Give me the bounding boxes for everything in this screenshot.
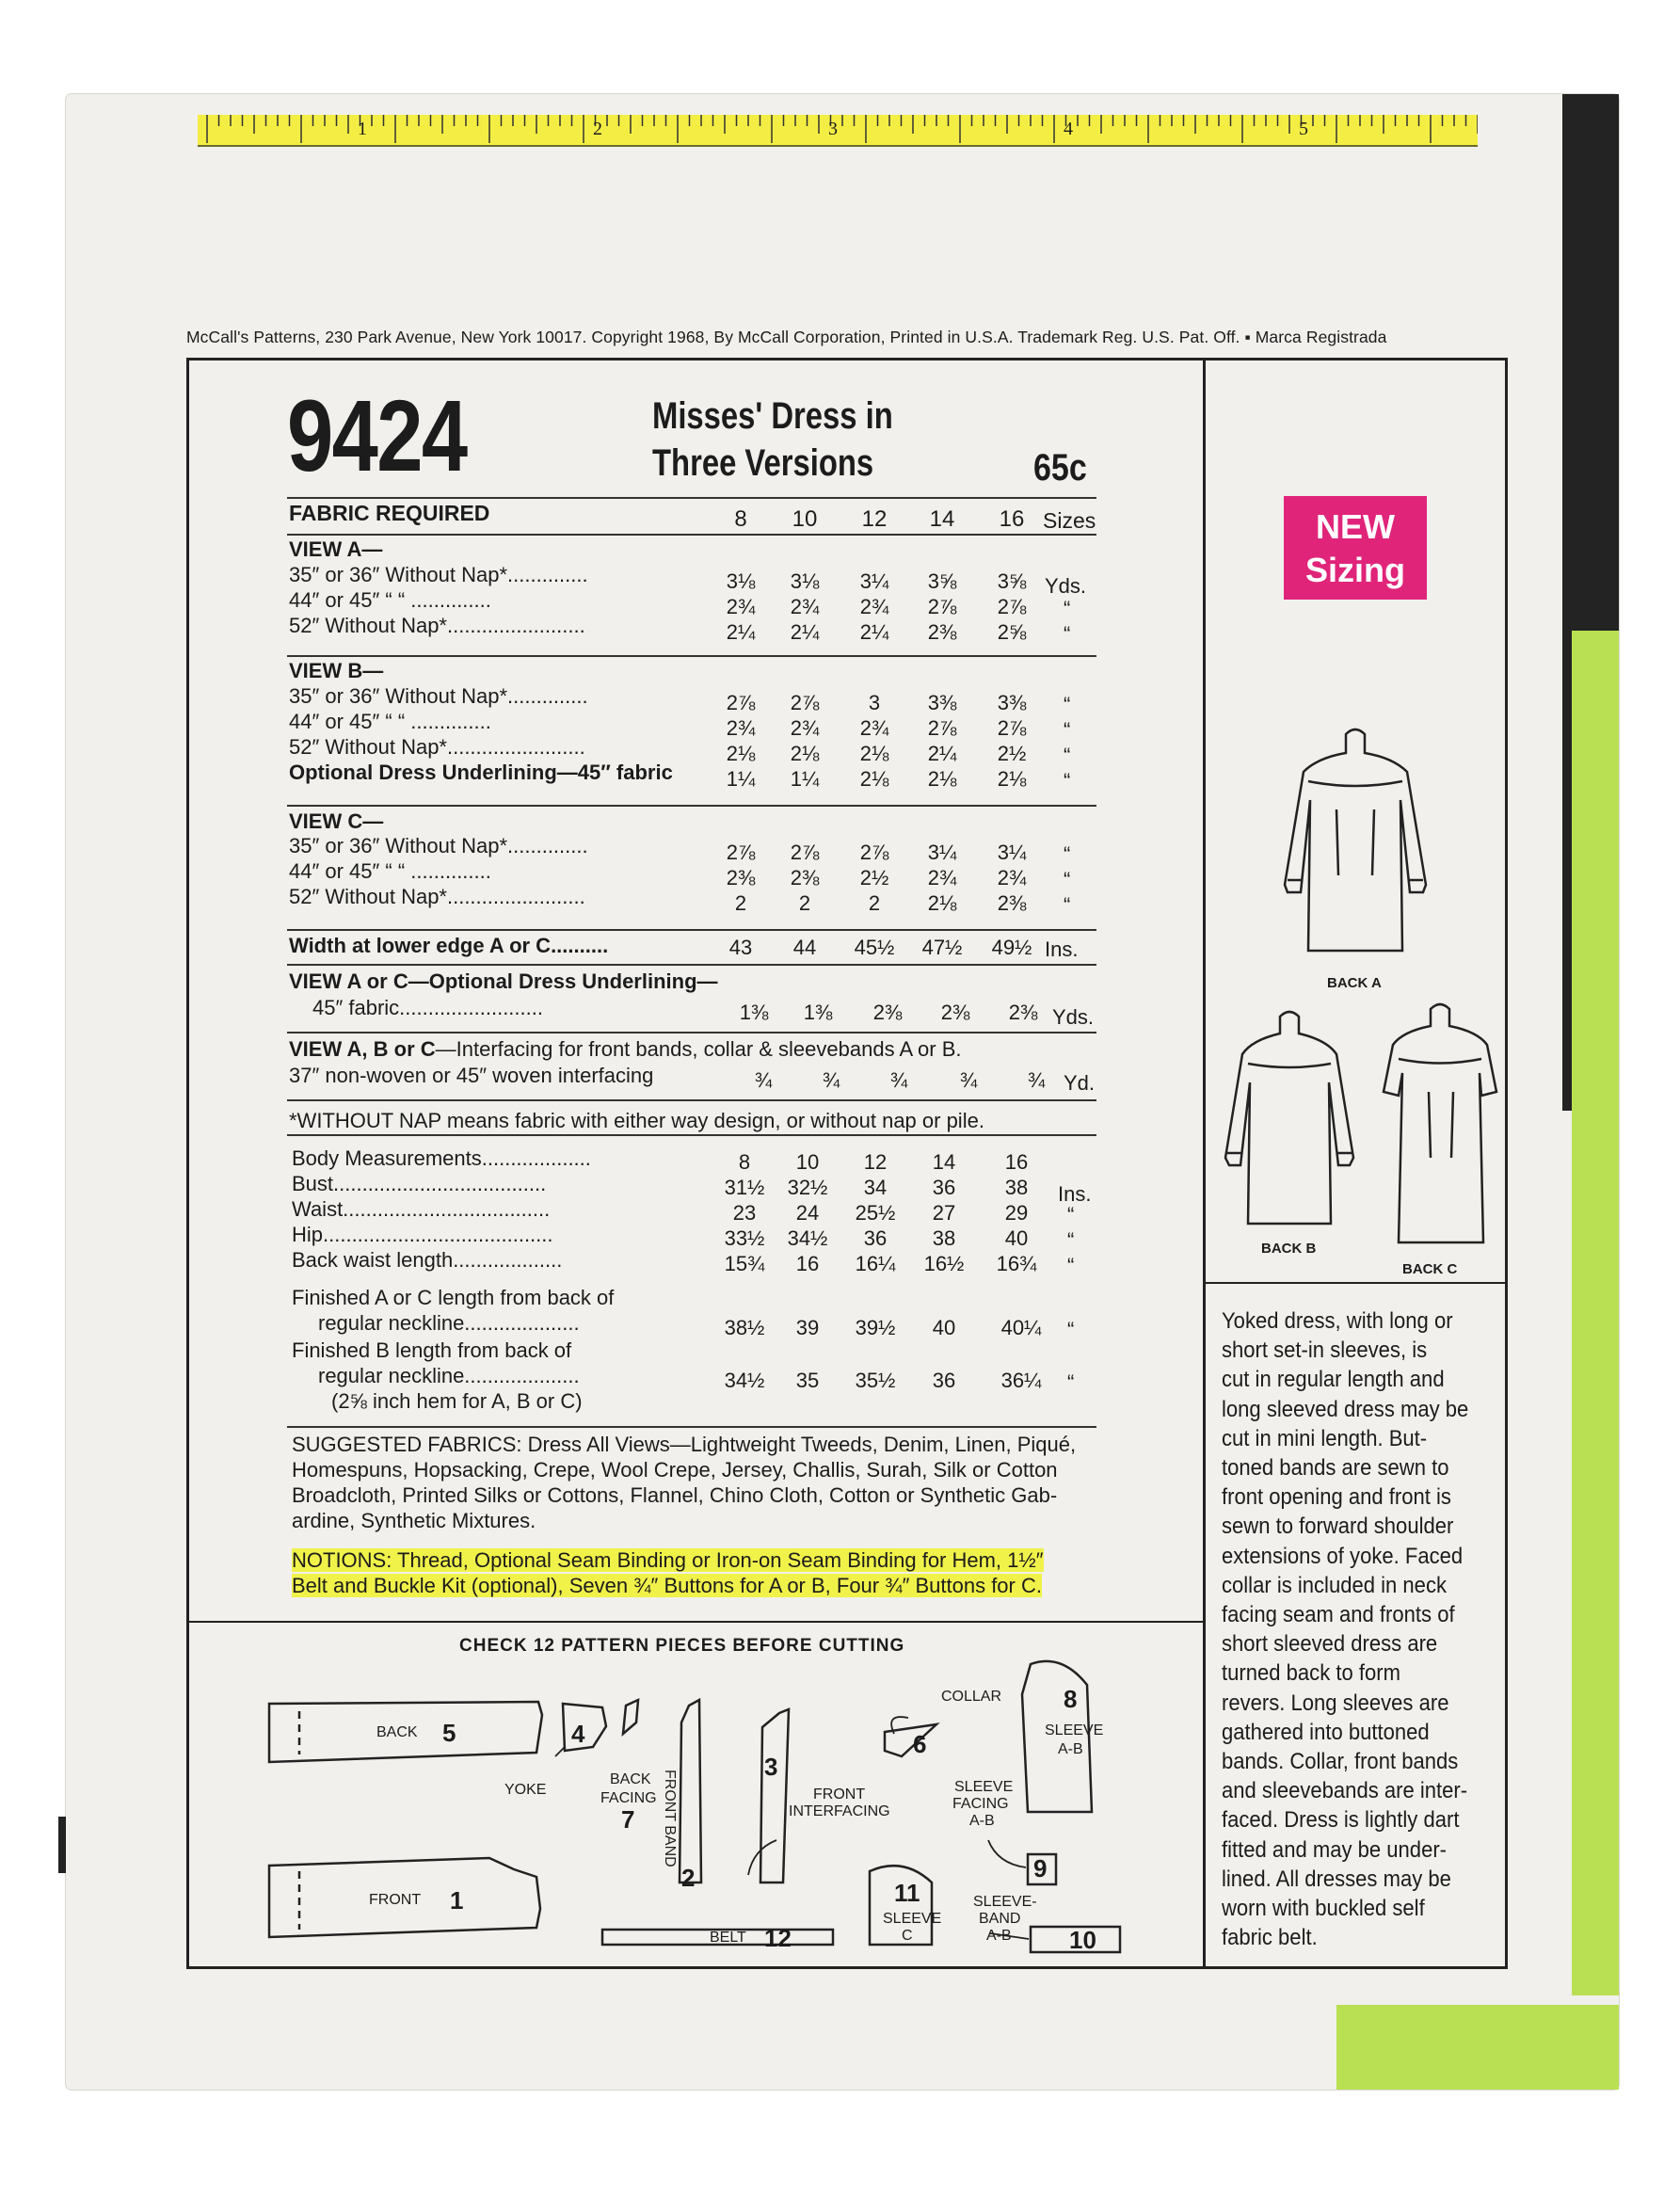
pattern-number: 9424 xyxy=(287,378,467,492)
size-header: 14 xyxy=(932,1150,956,1174)
unit-label: “ xyxy=(1064,893,1071,917)
sketch-label: BACK B xyxy=(1261,1241,1317,1257)
envelope-corner-green xyxy=(1336,2005,1619,2090)
pieces-heading: CHECK 12 PATTERN PIECES BEFORE CUTTING xyxy=(459,1636,905,1656)
fabric-value: 2½ xyxy=(997,742,1027,765)
fabric-value: 2⅛ xyxy=(726,742,756,765)
table-rule xyxy=(287,534,1096,536)
fabric-value: 2¾ xyxy=(726,716,756,740)
body-row-label: Hip........................................ xyxy=(292,1223,553,1246)
width-value: 49½ xyxy=(991,936,1032,959)
fabric-value: 2 xyxy=(868,891,881,915)
finished-ac-label: Finished A or C length from back of xyxy=(292,1286,615,1309)
fabric-value: 2¾ xyxy=(790,716,820,740)
underlining-value: 2⅜ xyxy=(872,1001,903,1024)
piece-number: 6 xyxy=(913,1730,927,1758)
description-line: faced. Dress is lightly dart xyxy=(1222,1807,1460,1834)
interfacing-value: ¾ xyxy=(959,1068,978,1092)
hem-note: (2⅝ inch hem for A, B or C) xyxy=(331,1389,583,1413)
tape-ticks xyxy=(198,115,1478,145)
body-value: 38 xyxy=(1004,1176,1029,1199)
piece-number: 4 xyxy=(571,1720,585,1748)
piece-label: SLEEVE xyxy=(1045,1722,1104,1738)
finished-value: 38½ xyxy=(724,1316,765,1339)
fabric-value: 2⅛ xyxy=(927,891,957,915)
table-rule xyxy=(287,1032,1096,1033)
fabric-value: 3⅛ xyxy=(726,569,756,593)
body-value: 16¼ xyxy=(855,1252,896,1275)
description-line: short sleeved dress are xyxy=(1222,1631,1438,1658)
badge-line: Sizing xyxy=(1305,551,1405,589)
interfacing-value: ¾ xyxy=(1027,1068,1046,1092)
fabric-row-label: 44″ or 45″ “ “ .............. xyxy=(289,588,491,612)
body-value: 27 xyxy=(932,1201,956,1225)
fabric-row-label: 35″ or 36″ Without Nap*.............. xyxy=(289,684,588,708)
fabric-row-label: 44″ or 45″ “ “ .............. xyxy=(289,710,491,733)
view-c-heading: VIEW C— xyxy=(289,809,384,833)
description-line: collar is included in neck xyxy=(1222,1572,1448,1598)
table-rule xyxy=(287,497,1096,499)
fabric-value: 3¼ xyxy=(927,841,957,864)
description-line: sewn to forward shoulder xyxy=(1222,1514,1454,1540)
unit-label: “ xyxy=(1067,1254,1075,1277)
width-value: 43 xyxy=(728,936,753,959)
fabric-row-label: Optional Dress Underlining—45″ fabric xyxy=(289,761,673,784)
interfacing-heading xyxy=(289,1037,962,1062)
fabric-value: 2¾ xyxy=(859,595,889,618)
piece-front-band-outline xyxy=(680,1700,701,1883)
unit-label: “ xyxy=(1067,1318,1075,1341)
body-row-label: Bust..................................... xyxy=(292,1172,547,1195)
notions-line xyxy=(292,1548,1044,1573)
size-header: 12 xyxy=(863,1150,888,1174)
description-line: facing seam and fronts of xyxy=(1222,1602,1455,1628)
underlining-label: 45″ fabric......................... xyxy=(312,996,543,1019)
fabric-value: 2¼ xyxy=(790,620,820,644)
finished-value: 39 xyxy=(795,1316,820,1339)
piece-label: BELT xyxy=(710,1930,746,1946)
fabric-value: 2 xyxy=(734,891,747,915)
fabric-value: 2¼ xyxy=(726,620,756,644)
body-value: 15¾ xyxy=(724,1252,765,1275)
table-rule xyxy=(287,1099,1096,1101)
suggested-fabrics-line: Homespuns, Hopsacking, Crepe, Wool Crepe, Jersey, Challis, Surah, Silk or Cotton xyxy=(292,1458,1058,1482)
piece-label: FRONT BAND xyxy=(662,1770,678,1867)
sketch-back-c xyxy=(1384,1004,1496,1242)
body-value: 16½ xyxy=(923,1252,965,1275)
fabric-value: 2¾ xyxy=(859,716,889,740)
piece-number: 1 xyxy=(450,1886,464,1915)
fabric-row-label: 35″ or 36″ Without Nap*.............. xyxy=(289,563,588,586)
table-rule xyxy=(287,805,1096,807)
interfacing-desc: —Interfacing for front bands, collar & sleevebands A or B. xyxy=(435,1037,962,1061)
pattern-description xyxy=(1222,1306,1476,1952)
view-b-heading: VIEW B— xyxy=(289,659,384,682)
fabric-required-label: FABRIC REQUIRED xyxy=(289,501,490,525)
piece-number: 7 xyxy=(621,1805,635,1834)
fabric-value: 2⅞ xyxy=(997,716,1027,740)
nap-note: *WITHOUT NAP means fabric with either way design, or without nap or pile. xyxy=(289,1109,984,1132)
interfacing-value: ¾ xyxy=(889,1068,908,1092)
piece-number: 12 xyxy=(764,1924,792,1952)
size-header: 16 xyxy=(999,506,1025,532)
fabric-value: 2⅞ xyxy=(790,841,820,864)
description-line: long sleeved dress may be xyxy=(1222,1396,1469,1422)
piece-label: SLEEVE xyxy=(883,1911,942,1927)
finished-ac-label: regular neckline.................... xyxy=(318,1311,580,1335)
description-line: fitted and may be under- xyxy=(1222,1836,1448,1863)
body-row-label: Back waist length................... xyxy=(292,1248,563,1272)
unit-label: “ xyxy=(1064,868,1071,891)
table-rule xyxy=(287,1134,1096,1136)
body-value: 24 xyxy=(795,1201,820,1225)
piece-label: SLEEVE xyxy=(954,1779,1014,1795)
view-a-heading: VIEW A— xyxy=(289,537,383,561)
finished-value: 36¼ xyxy=(1000,1369,1042,1392)
badge-line: NEW xyxy=(1316,507,1395,546)
notions-line xyxy=(292,1574,1042,1598)
fabric-row-label: 52″ Without Nap*........................ xyxy=(289,735,585,759)
piece-number: 2 xyxy=(681,1864,696,1892)
size-header: 10 xyxy=(792,506,818,532)
dress-sketches xyxy=(1214,715,1506,1280)
piece-number: 8 xyxy=(1064,1685,1078,1713)
piece-label: FRONT xyxy=(813,1786,866,1802)
fabric-value: 2⅜ xyxy=(790,866,820,889)
unit-label: “ xyxy=(1067,1228,1075,1252)
size-header: 10 xyxy=(795,1150,820,1174)
underlining-value: 1⅜ xyxy=(739,1001,769,1024)
suggested-fabrics-line: SUGGESTED FABRICS: Dress All Views—Lightweight Tweeds, Denim, Linen, Piqué, xyxy=(292,1433,1077,1456)
notions-highlight: Belt and Buckle Kit (optional), Seven ¾″ Buttons for A or B, Four ¾″ Buttons for C. xyxy=(292,1574,1042,1597)
finished-value: 40¼ xyxy=(1000,1316,1042,1339)
underlining-value: 1⅜ xyxy=(803,1001,833,1024)
fabric-value: 3 xyxy=(868,691,881,714)
finished-value: 35 xyxy=(795,1369,820,1392)
finished-b-label: regular neckline.................... xyxy=(318,1364,580,1387)
piece-label: FACING xyxy=(952,1796,1009,1812)
size-header: 8 xyxy=(734,506,747,532)
finished-value: 40 xyxy=(932,1316,956,1339)
fabric-value: 2¼ xyxy=(859,620,889,644)
fabric-value: 2⅞ xyxy=(726,691,756,714)
underlining-value: 2⅜ xyxy=(1008,1001,1038,1024)
piece-label: C xyxy=(902,1928,913,1944)
unit-label: “ xyxy=(1064,744,1071,767)
table-rule xyxy=(287,929,1096,931)
piece-label: FACING xyxy=(600,1790,657,1806)
interfacing-value: ¾ xyxy=(754,1068,773,1092)
fabric-value: 2⅝ xyxy=(997,620,1027,644)
piece-label: A-B xyxy=(986,1928,1012,1944)
underlining-heading: VIEW A or C—Optional Dress Underlining— xyxy=(289,969,718,993)
suggested-fabrics-line: ardine, Synthetic Mixtures. xyxy=(292,1509,536,1532)
unit-label: “ xyxy=(1064,718,1071,742)
fabric-value: 2⅞ xyxy=(859,841,889,864)
piece-back-facing-outline xyxy=(623,1700,638,1734)
finished-value: 35½ xyxy=(855,1369,896,1392)
body-value: 16¾ xyxy=(996,1252,1037,1275)
unit-label: “ xyxy=(1064,769,1071,793)
fabric-value: 2½ xyxy=(859,866,889,889)
body-value: 34½ xyxy=(787,1226,828,1250)
width-value: 47½ xyxy=(921,936,963,959)
description-line: revers. Long sleeves are xyxy=(1222,1690,1449,1716)
finished-value: 36 xyxy=(932,1369,956,1392)
sketch-divider xyxy=(1205,1282,1508,1284)
fabric-row-label: 44″ or 45″ “ “ .............. xyxy=(289,859,491,883)
description-line: fabric belt. xyxy=(1222,1925,1318,1951)
unit-label: “ xyxy=(1064,693,1071,716)
body-row-label: Waist.................................... xyxy=(292,1197,551,1221)
width-value: 44 xyxy=(792,936,817,959)
piece-number: 10 xyxy=(1069,1926,1096,1954)
tape-number: 4 xyxy=(1064,119,1073,139)
description-line: extensions of yoke. Faced xyxy=(1222,1543,1464,1569)
body-value: 38 xyxy=(932,1226,956,1250)
tape-number: 5 xyxy=(1299,119,1308,139)
table-rule xyxy=(287,655,1096,657)
piece-number: 5 xyxy=(442,1719,456,1747)
fabric-value: 2⅛ xyxy=(859,767,889,791)
unit-label: Yd. xyxy=(1064,1071,1096,1095)
fabric-value: 2⅞ xyxy=(927,595,957,618)
body-value: 29 xyxy=(1004,1201,1029,1225)
fabric-value: 2¾ xyxy=(790,595,820,618)
body-value: 31½ xyxy=(724,1176,765,1199)
unit-label: Ins. xyxy=(1045,937,1079,961)
fabric-value: 2⅛ xyxy=(790,742,820,765)
body-value: 36 xyxy=(932,1176,956,1199)
fabric-value: 2⅞ xyxy=(726,841,756,864)
pieces-divider xyxy=(186,1621,1205,1623)
pattern-price: 65c xyxy=(1033,447,1087,489)
body-value: 25½ xyxy=(855,1201,896,1225)
column-divider xyxy=(1203,358,1206,1969)
tape-number: 2 xyxy=(593,119,602,139)
sketch-back-b xyxy=(1225,1012,1353,1224)
interfacing-label: 37″ non-woven or 45″ woven interfacing xyxy=(289,1064,654,1087)
fabric-value: 2⅜ xyxy=(927,620,957,644)
body-value: 40 xyxy=(1004,1226,1029,1250)
piece-label: YOKE xyxy=(504,1782,547,1798)
piece-label: BAND xyxy=(979,1911,1021,1927)
size-header: 16 xyxy=(1004,1150,1029,1174)
fabric-value: 2⅞ xyxy=(997,595,1027,618)
description-line: gathered into buttoned xyxy=(1222,1719,1430,1745)
description-line: worn with buckled self xyxy=(1222,1896,1425,1922)
body-value: 16 xyxy=(795,1252,820,1275)
fabric-value: 3⅛ xyxy=(790,569,820,593)
interfacing-value: ¾ xyxy=(822,1068,840,1092)
table-rule xyxy=(287,1426,1096,1428)
piece-number: 11 xyxy=(894,1879,920,1907)
envelope-side-mark xyxy=(58,1817,66,1873)
finished-value: 39½ xyxy=(855,1316,896,1339)
fabric-value: 3¼ xyxy=(997,841,1027,864)
fabric-row-label: 52″ Without Nap*........................ xyxy=(289,614,585,637)
unit-label: “ xyxy=(1067,1203,1075,1226)
unit-label: Ins. xyxy=(1058,1182,1092,1206)
size-header: 8 xyxy=(738,1150,751,1174)
fabric-row-label: 35″ or 36″ Without Nap*.............. xyxy=(289,834,588,857)
description-line: bands. Collar, front bands xyxy=(1222,1749,1459,1775)
size-header: 12 xyxy=(861,506,888,532)
fabric-value: 3⅝ xyxy=(997,569,1027,593)
piece-label: A-B xyxy=(969,1813,995,1829)
tape-number: 1 xyxy=(358,119,367,139)
piece-number: 9 xyxy=(1033,1854,1048,1883)
description-line: Yoked dress, with long or xyxy=(1222,1308,1453,1334)
piece-label: COLLAR xyxy=(941,1689,1002,1705)
fabric-value: 2¾ xyxy=(726,595,756,618)
notions-highlight: NOTIONS: Thread, Optional Seam Binding or Iron-on Seam Binding for Hem, 1½″ xyxy=(292,1548,1044,1572)
description-line: short set-in sleeves, is xyxy=(1222,1338,1428,1364)
interfacing-views: VIEW A, B or C xyxy=(289,1037,436,1061)
fabric-row-label: 52″ Without Nap*........................ xyxy=(289,885,585,908)
description-line: and sleevebands are inter- xyxy=(1222,1778,1468,1804)
fabric-value: 2⅛ xyxy=(997,767,1027,791)
new-sizing-badge xyxy=(1284,496,1427,600)
suggested-fabrics-line: Broadcloth, Printed Silks or Cottons, Flannel, Chino Cloth, Cotton or Synthetic Gab- xyxy=(292,1483,1058,1507)
finished-b-label: Finished B length from back of xyxy=(292,1338,572,1362)
sketch-label: BACK C xyxy=(1402,1261,1458,1277)
fabric-value: 2¾ xyxy=(927,866,957,889)
width-value: 45½ xyxy=(854,936,895,959)
description-line: lined. All dresses may be xyxy=(1222,1866,1451,1892)
body-value: 33½ xyxy=(724,1226,765,1250)
description-line: cut in regular length and xyxy=(1222,1367,1445,1393)
body-value: 32½ xyxy=(787,1176,828,1199)
pattern-title: Misses' Dress in xyxy=(652,395,893,437)
fabric-value: 2⅛ xyxy=(927,767,957,791)
fabric-value: 2¼ xyxy=(927,742,957,765)
piece-label: BACK xyxy=(610,1771,651,1787)
fabric-value: 2¾ xyxy=(997,866,1027,889)
width-lower-edge-label: Width at lower edge A or C.......... xyxy=(289,934,609,957)
tape-number: 3 xyxy=(828,119,838,139)
unit-label: “ xyxy=(1064,622,1071,646)
fabric-value: 3⅜ xyxy=(997,691,1027,714)
sketch-back-a xyxy=(1285,729,1426,951)
body-measurements-label: Body Measurements................... xyxy=(292,1146,591,1170)
fabric-value: 3⅜ xyxy=(927,691,957,714)
unit-label: “ xyxy=(1064,597,1071,620)
piece-label: INTERFACING xyxy=(789,1803,890,1819)
piece-label: BACK xyxy=(376,1724,418,1740)
finished-value: 34½ xyxy=(724,1369,765,1392)
fabric-value: 2⅞ xyxy=(790,691,820,714)
body-value: 23 xyxy=(732,1201,757,1225)
fabric-value: 2⅜ xyxy=(726,866,756,889)
unit-label: Yds. xyxy=(1045,574,1087,598)
piece-label: A-B xyxy=(1058,1741,1083,1757)
sizes-label: Sizes xyxy=(1043,508,1096,533)
size-header: 14 xyxy=(929,506,955,532)
underlining-value: 2⅜ xyxy=(940,1001,970,1024)
sketch-label: BACK A xyxy=(1327,975,1382,991)
body-value: 34 xyxy=(863,1176,888,1199)
fabric-value: 2⅛ xyxy=(859,742,889,765)
unit-label: Yds. xyxy=(1052,1005,1095,1029)
description-line: toned bands are sewn to xyxy=(1222,1455,1449,1482)
piece-label: FRONT xyxy=(369,1892,422,1908)
unit-label: “ xyxy=(1064,842,1071,866)
piece-label: SLEEVE- xyxy=(973,1894,1037,1910)
description-line: turned back to form xyxy=(1222,1660,1400,1687)
pattern-pieces-diagram xyxy=(188,1657,1203,1967)
measuring-tape xyxy=(198,115,1478,147)
description-line: front opening and front is xyxy=(1222,1484,1451,1511)
unit-label: “ xyxy=(1067,1370,1075,1394)
fabric-value: 2⅜ xyxy=(997,891,1027,915)
description-line: cut in mini length. But- xyxy=(1222,1425,1428,1451)
envelope-edge-green xyxy=(1572,631,1619,1995)
fabric-value: 2 xyxy=(798,891,811,915)
body-value: 36 xyxy=(863,1226,888,1250)
piece-front-interfacing-outline xyxy=(760,1709,789,1883)
publisher-line: McCall's Patterns, 230 Park Avenue, New York 10017. Copyright 1968, By McCall Corporation, Printed in U.S.A. Trademark Reg. U.S. Pat. Off. ▪ Marca Registrada xyxy=(186,328,1387,346)
fabric-value: 2⅞ xyxy=(927,716,957,740)
piece-number: 3 xyxy=(764,1753,778,1781)
fabric-value: 1¼ xyxy=(726,767,756,791)
fabric-value: 1¼ xyxy=(790,767,820,791)
pattern-title: Three Versions xyxy=(652,442,874,484)
fabric-value: 3⅝ xyxy=(927,569,957,593)
fabric-value: 3¼ xyxy=(859,569,889,593)
table-rule xyxy=(287,964,1096,966)
